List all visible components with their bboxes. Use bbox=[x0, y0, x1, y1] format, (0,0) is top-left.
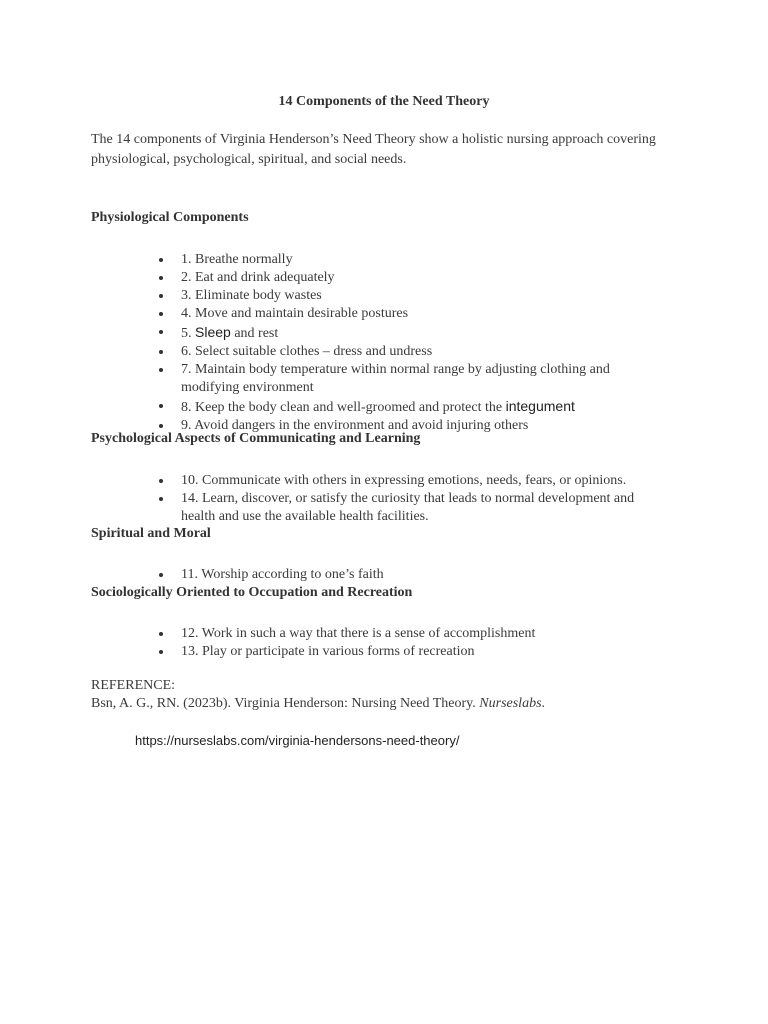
list-item: 11. Worship according to one’s faith bbox=[181, 566, 671, 584]
list-item: 4. Move and maintain desirable postures bbox=[181, 305, 671, 323]
spiritual-list bbox=[181, 566, 671, 584]
list-item: 12. Work in such a way that there is a sense of accomplishment bbox=[181, 625, 671, 643]
page-title: 14 Components of the Need Theory bbox=[278, 94, 490, 109]
list-item: 10. Communicate with others in expressing emotions, needs, fears, or opinions. bbox=[181, 472, 671, 490]
list-item: 9. Avoid dangers in the environment and avoid injuring others bbox=[181, 417, 671, 435]
sociological-list bbox=[181, 625, 671, 661]
list-item: 3. Eliminate body wastes bbox=[181, 287, 671, 305]
section-heading-psychological: Psychological Aspects of Communicating and Learning bbox=[91, 431, 421, 446]
section-heading-physiological: Physiological Components bbox=[91, 210, 249, 225]
intro-paragraph: The 14 components of Virginia Henderson’s Need Theory show a holistic nursing approach covering physiological, psychological, spiritual, and social needs. bbox=[91, 132, 656, 167]
list-item: 13. Play or participate in various forms of recreation bbox=[181, 643, 671, 661]
list-item: 2. Eat and drink adequately bbox=[181, 269, 671, 287]
reference-source: Nurseslabs bbox=[479, 696, 542, 711]
physiological-list bbox=[181, 251, 671, 435]
list-item: 5. Sleep and rest bbox=[181, 323, 671, 343]
sleep-term: Sleep bbox=[195, 324, 231, 340]
integument-term: integument bbox=[505, 398, 575, 414]
list-item: 6. Select suitable clothes – dress and undress bbox=[181, 343, 671, 361]
reference-url[interactable]: https://nurseslabs.com/virginia-hendersons-need-theory/ bbox=[135, 733, 460, 748]
reference-citation: Bsn, A. G., RN. (2023b). Virginia Henderson: Nursing Need Theory. Nurseslabs. bbox=[91, 696, 546, 711]
list-item: 7. Maintain body temperature within normal range by adjusting clothing and modifying environment bbox=[181, 361, 671, 397]
list-item: 1. Breathe normally bbox=[181, 251, 671, 269]
section-heading-spiritual: Spiritual and Moral bbox=[91, 526, 211, 541]
psychological-list bbox=[181, 472, 671, 526]
section-heading-sociological: Sociologically Oriented to Occupation and Recreation bbox=[91, 585, 413, 600]
list-item: 14. Learn, discover, or satisfy the curiosity that leads to normal development and health and use the available health facilities. bbox=[181, 490, 671, 526]
list-item: 8. Keep the body clean and well-groomed and protect the integument bbox=[181, 397, 671, 417]
reference-label: REFERENCE: bbox=[91, 678, 176, 693]
